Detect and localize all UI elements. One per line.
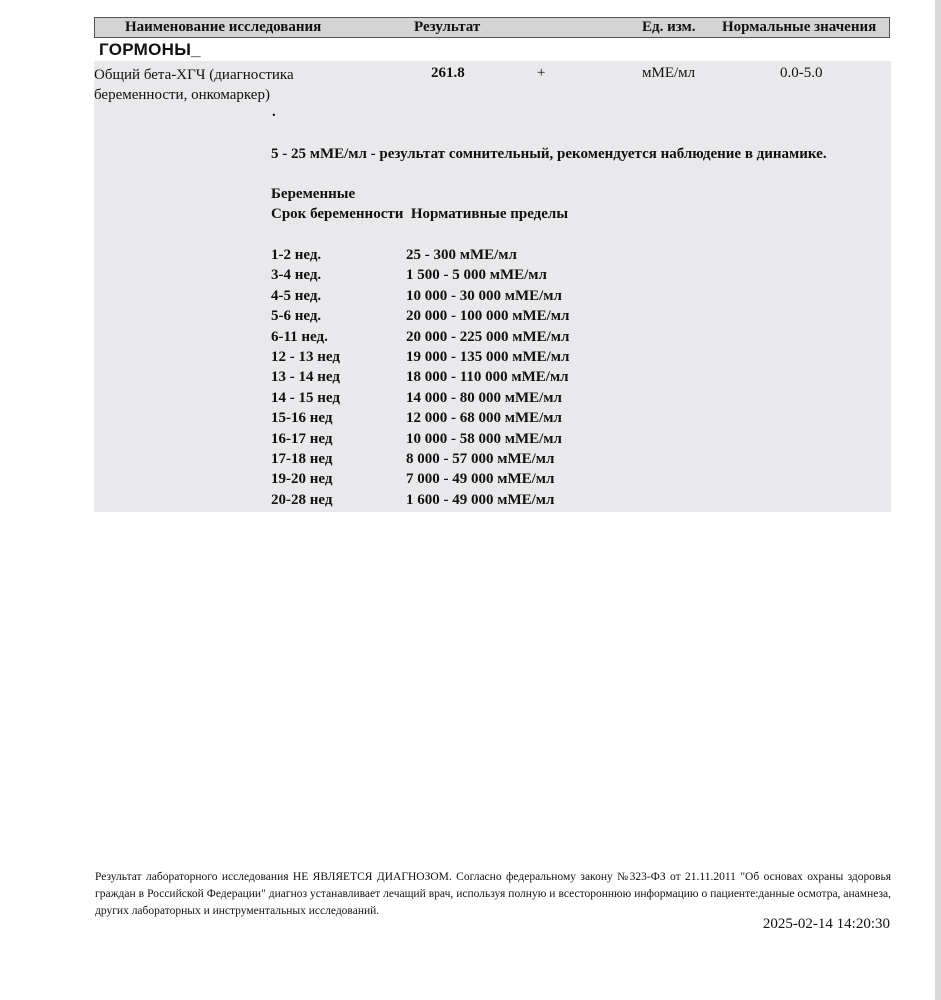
term: 1-2 нед.: [271, 247, 322, 263]
range: 14 000 - 80 000 мМЕ/мл: [406, 389, 562, 406]
range: 18 000 - 110 000 мМЕ/мл: [406, 369, 569, 386]
timestamp: 2025-02-14 14:20:30: [762, 916, 890, 932]
term: 19-20 нед: [271, 471, 333, 488]
range: 20 000 - 100 000 мМЕ/мл: [406, 308, 570, 325]
term: 6-11 нед.: [271, 328, 328, 345]
term: 17-18 нед: [271, 450, 333, 467]
range: 7 000 - 49 000 мМЕ/мл: [406, 471, 555, 488]
range: 10 000 - 30 000 мМЕ/мл: [406, 287, 562, 304]
range: 20 000 - 225 000 мМЕ/мл: [406, 328, 570, 345]
term: 13 - 14 нед: [271, 369, 340, 386]
pregnant-title: Беременные: [271, 186, 356, 202]
test-norm: 0.0-5.0: [780, 65, 823, 81]
term: 3-4 нед.: [271, 267, 322, 284]
test-unit: мМЕ/мл: [642, 65, 696, 81]
test-result-block: [94, 61, 891, 512]
range: 12 000 - 68 000 мМЕ/мл: [406, 410, 562, 427]
term: 5-6 нед.: [271, 308, 322, 325]
test-flag: +: [537, 65, 546, 81]
term: 12 - 13 нед: [271, 348, 340, 365]
term: 15-16 нед: [271, 410, 333, 427]
term: 20-28 нед: [271, 491, 333, 508]
header-unit: Ед. изм.: [642, 19, 696, 35]
section-title: ГОРМОНЫ_: [99, 40, 201, 59]
range: 1 600 - 49 000 мМЕ/мл: [406, 491, 555, 508]
test-value: 261.8: [431, 65, 465, 81]
range: 25 - 300 мМЕ/мл: [406, 247, 517, 263]
header-name: Наименование исследования: [125, 19, 322, 35]
header-norm: Нормальные значения: [722, 19, 877, 35]
test-note: 5 - 25 мМЕ/мл - результат сомнительный, рекомендуется наблюдение в динамике.: [271, 146, 827, 162]
footer-disclaimer: Результат лабораторного исследования НЕ ЯВЛЯЕТСЯ ДИАГНОЗОМ. Согласно федеральному закону №323-ФЗ от 21.11.2011 "Об основах охраны здоровья граждан в Российской Федерации" диагноз устанавливает лечащий врач, используя полную и всестороннюю информацию о пациенте:данные осмотра, анамнеза, других лабораторных и инструментальных исследований.: [95, 871, 891, 917]
range: 1 500 - 5 000 мМЕ/мл: [406, 267, 547, 284]
results-table-header: [94, 17, 890, 38]
term: 16-17 нед: [271, 430, 333, 447]
term: 4-5 нед.: [271, 287, 322, 304]
pregnancy-columns: [271, 206, 568, 223]
col-term: Срок беременности: [271, 206, 404, 222]
range: 10 000 - 58 000 мМЕ/мл: [406, 430, 562, 447]
header-result: Результат: [414, 19, 481, 35]
range: 19 000 - 135 000 мМЕ/мл: [406, 348, 570, 365]
test-dot: .: [272, 104, 276, 120]
term: 14 - 15 нед: [271, 389, 340, 406]
page-edge: [935, 0, 941, 1000]
test-name: Общий бета-ХГЧ (диагностика беременности, онкомаркер): [94, 67, 294, 103]
range: 8 000 - 57 000 мМЕ/мл: [406, 450, 555, 467]
col-limits: Нормативные пределы: [410, 206, 569, 222]
